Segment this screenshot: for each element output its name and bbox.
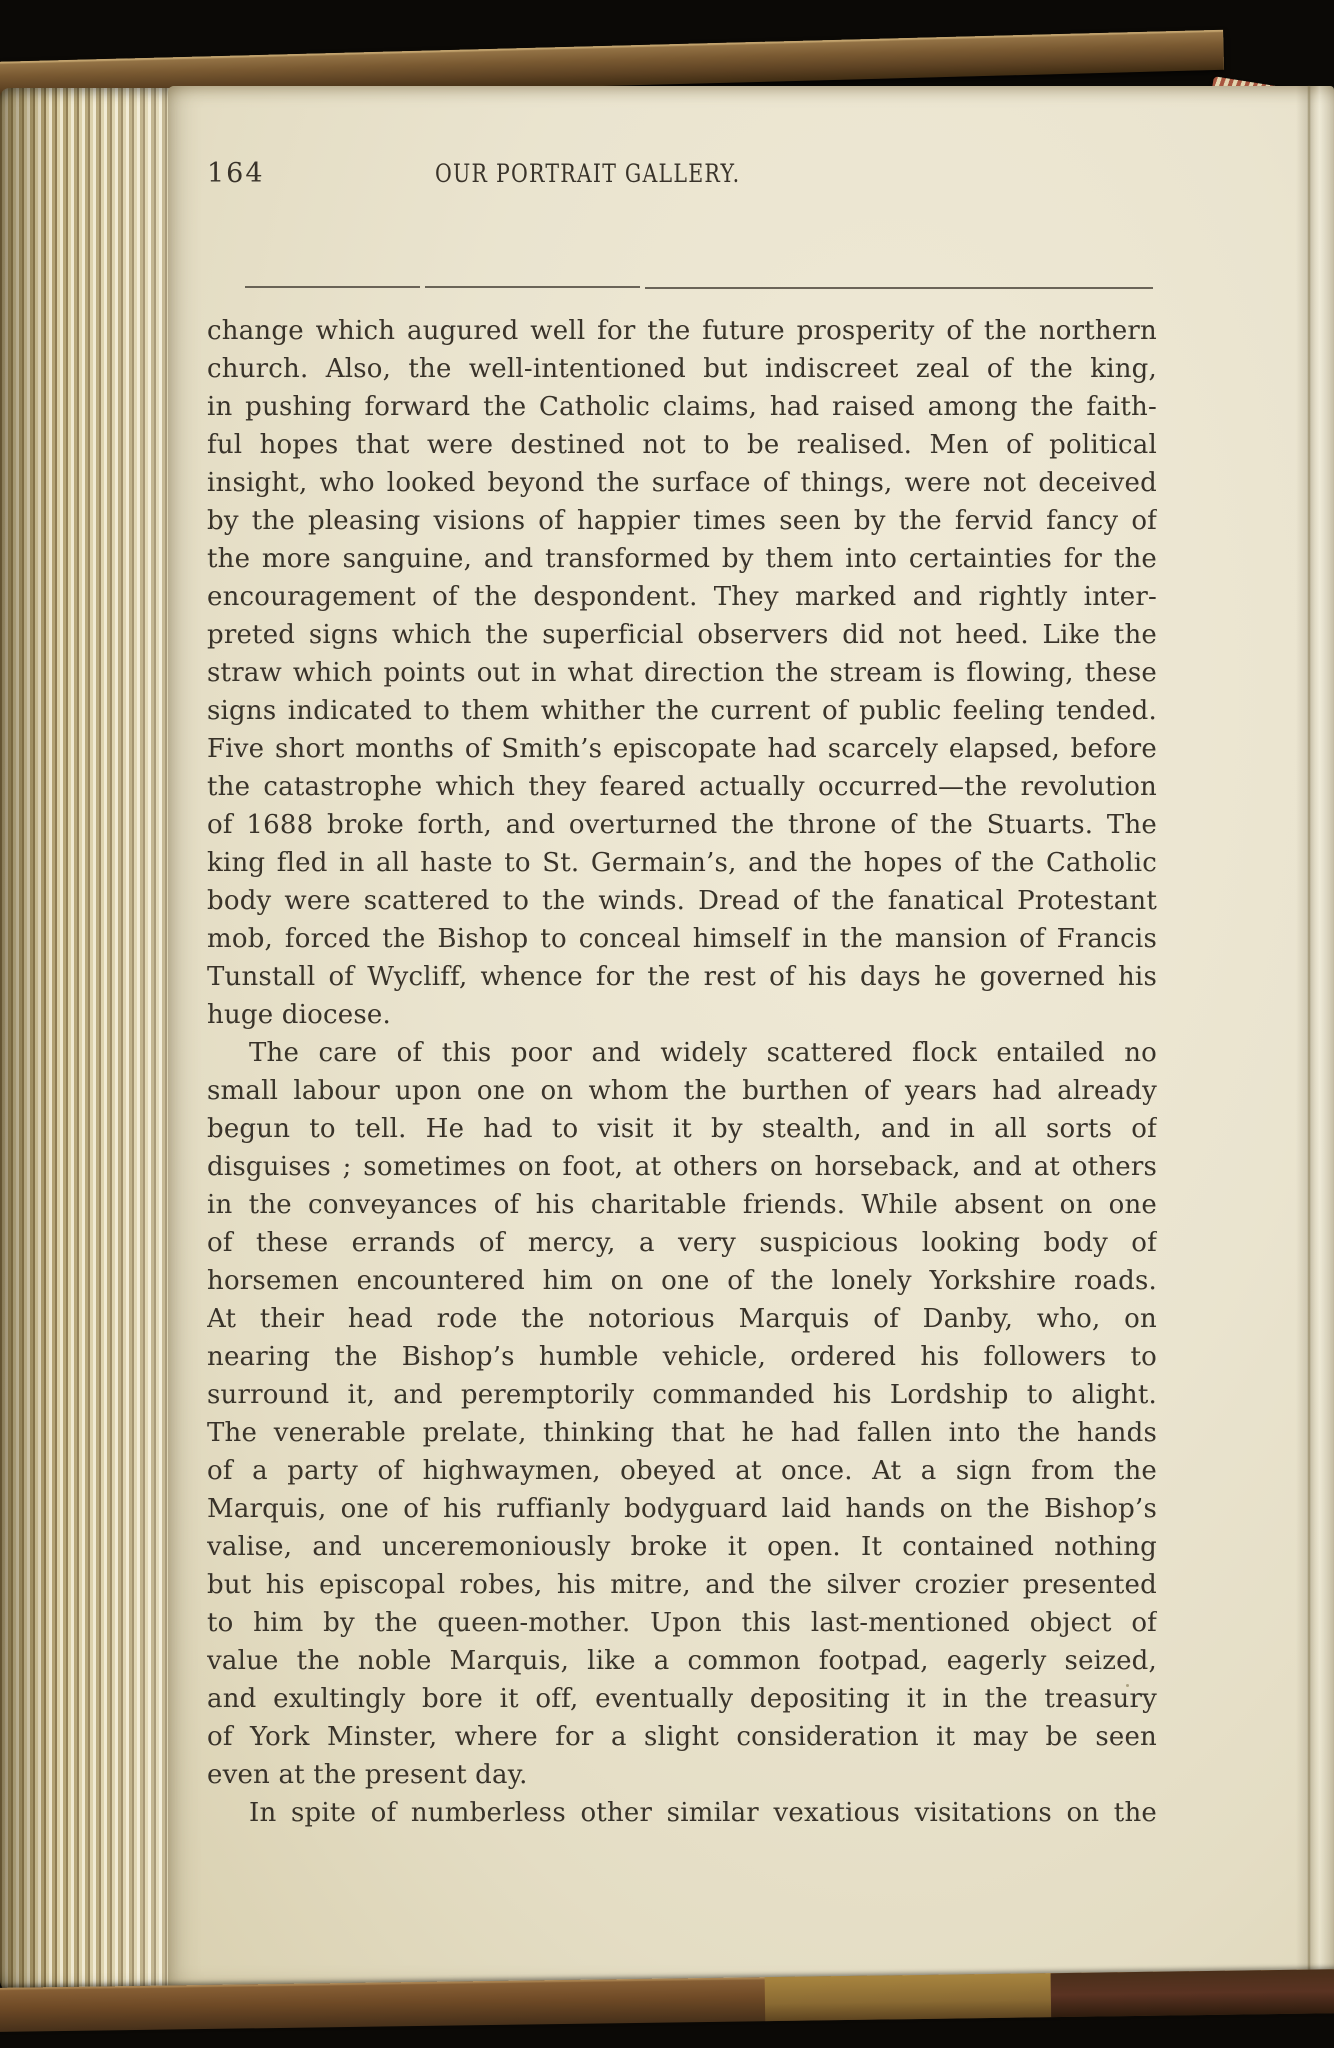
text-line: disguises ; sometimes on foot, at others on horseback, and at others <box>207 1152 1157 1182</box>
text-line: change which augured well for the future prosperity of the northern <box>207 316 1157 346</box>
gutter-shadow <box>1296 86 1334 1992</box>
page-number: 164 <box>207 158 265 189</box>
text-line: preted signs which the superficial observers did not heed. Like the <box>207 620 1157 650</box>
text-line: Five short months of Smith’s episcopate had scarcely elapsed, before <box>207 734 1157 764</box>
text-line: body were scattered to the winds. Dread of the fanatical Protestant <box>207 886 1157 916</box>
text-line: by the pleasing visions of happier times seen by the fervid fancy of <box>207 506 1157 536</box>
book-page <box>168 86 1334 1992</box>
text-line: signs indicated to them whither the current of public feeling tended. <box>207 696 1157 726</box>
header-rule-segment <box>245 286 420 288</box>
text-line: but his episcopal robes, his mitre, and the silver crozier presented <box>207 1570 1157 1600</box>
text-line: to him by the queen-mother. Upon this last-mentioned object of <box>207 1608 1157 1638</box>
text-line: valise, and unceremoniously broke it open. It contained nothing <box>207 1532 1157 1562</box>
cover-gilt-detail <box>765 1973 1051 2021</box>
text-line: The venerable prelate, thinking that he had fallen into the hands <box>207 1418 1157 1448</box>
text-line: king fled in all haste to St. Germain’s, and the hopes of the Catholic <box>207 848 1157 878</box>
text-line: in the conveyances of his charitable friends. While absent on one <box>207 1190 1157 1220</box>
text-line: of a party of highwaymen, obeyed at once. At a sign from the <box>207 1456 1157 1486</box>
text-line: the more sanguine, and transformed by them into certainties for the <box>207 544 1157 574</box>
text-line: mob, forced the Bishop to conceal himself in the mansion of Francis <box>207 924 1157 954</box>
text-line: church. Also, the well-intentioned but indiscreet zeal of the king, <box>207 354 1157 384</box>
gutter-crease-line <box>1308 86 1310 1992</box>
text-line: in pushing forward the Catholic claims, had raised among the faith- <box>207 392 1157 422</box>
text-line: At their head rode the notorious Marquis of Danby, who, on <box>207 1304 1157 1334</box>
text-line: straw which points out in what direction the stream is flowing, these <box>207 658 1157 688</box>
text-line: small labour upon one on whom the burthen of years had already <box>207 1076 1157 1106</box>
text-line: Tunstall of Wycliff, whence for the rest of his days he governed his <box>207 962 1157 992</box>
text-line: of these errands of mercy, a very suspicious looking body of <box>207 1228 1157 1258</box>
cover-marbled-corner <box>1050 1969 1334 2017</box>
header-rule-segment <box>645 287 1153 289</box>
text-line: huge diocese. <box>207 1000 391 1030</box>
text-line: encouragement of the despondent. They marked and rightly inter- <box>207 582 1157 612</box>
page-header <box>168 158 1334 198</box>
text-line: horsemen encountered him on one of the lonely Yorkshire roads. <box>207 1266 1157 1296</box>
text-line: value the noble Marquis, like a common footpad, eagerly seized, <box>207 1646 1157 1676</box>
text-line: of York Minster, where for a slight consideration it may be seen <box>207 1722 1157 1752</box>
text-line: even at the present day. <box>207 1760 528 1790</box>
page-stack-left-edges <box>0 88 176 1994</box>
text-line: ful hopes that were destined not to be realised. Men of political <box>207 430 1157 460</box>
text-line: the catastrophe which they feared actually occurred—the revolution <box>207 772 1157 802</box>
body-text <box>207 312 1157 1832</box>
text-line: Marquis, one of his ruffianly bodyguard laid hands on the Bishop’s <box>207 1494 1157 1524</box>
text-line: begun to tell. He had to visit it by stealth, and in all sorts of <box>207 1114 1157 1144</box>
text-line: surround it, and peremptorily commanded his Lordship to alight. <box>207 1380 1157 1410</box>
text-line: and exultingly bore it off, eventually depositing it in the treasury <box>207 1684 1157 1714</box>
header-rule-segment <box>425 286 640 288</box>
text-line: insight, who looked beyond the surface of things, were not deceived <box>207 468 1157 498</box>
text-line: nearing the Bishop’s humble vehicle, ordered his followers to <box>207 1342 1157 1372</box>
text-line: In spite of numberless other similar vexatious visitations on the <box>249 1798 1157 1828</box>
text-line: of 1688 broke forth, and overturned the throne of the Stuarts. The <box>207 810 1157 840</box>
text-line: The care of this poor and widely scattered flock entailed no <box>249 1038 1157 1068</box>
running-header-title: OUR PORTRAIT GALLERY. <box>435 159 741 188</box>
